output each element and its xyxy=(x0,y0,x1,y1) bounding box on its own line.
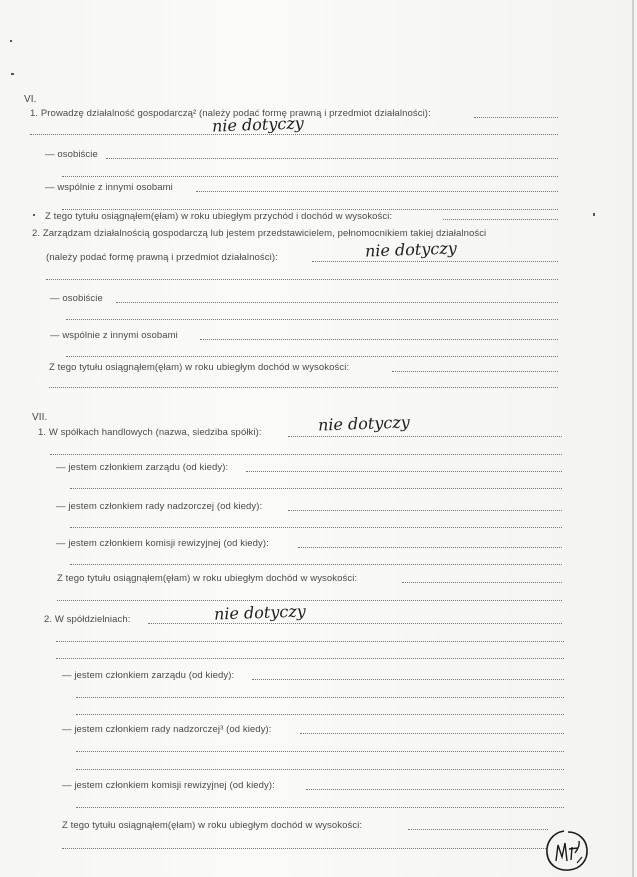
vii-item1-board: — jestem członkiem zarządu (od kiedy): xyxy=(56,462,229,473)
fill-line[interactable] xyxy=(288,510,562,511)
vi-item1-label: 1. Prowadzę działalność gospodarczą² (należy podać formę prawną i przedmiot działalności): xyxy=(30,108,431,119)
fill-line[interactable] xyxy=(76,751,564,752)
fill-line[interactable] xyxy=(116,302,558,303)
fill-line[interactable] xyxy=(66,356,558,357)
vi-item2-joint: — wspólnie z innymi osobami xyxy=(50,330,178,341)
fill-line[interactable] xyxy=(76,769,564,770)
fill-line[interactable] xyxy=(312,261,558,262)
fill-line[interactable] xyxy=(50,454,562,455)
section-vii-heading: VII. xyxy=(32,412,48,423)
fill-line[interactable] xyxy=(76,807,564,808)
vi-item2-label-line2: (należy podać formę prawną i przedmiot działalności): xyxy=(46,252,278,263)
vi-item2-income: Z tego tytułu osiągnąłem(ęłam) w roku ubiegłym dochód w wysokości: xyxy=(49,362,350,373)
fill-line[interactable] xyxy=(30,134,558,135)
fill-line[interactable] xyxy=(76,714,564,715)
vi-item1-answer: nie dotyczy xyxy=(211,113,305,136)
vii-item1-income: Z tego tytułu osiągnąłem(ęłam) w roku ubiegłym dochód w wysokości: xyxy=(57,573,358,584)
vii-item2-board: — jestem członkiem zarządu (od kiedy): xyxy=(62,670,235,681)
fill-line[interactable] xyxy=(62,176,558,177)
scan-speck xyxy=(593,213,595,216)
fill-line[interactable] xyxy=(49,387,558,388)
fill-line[interactable] xyxy=(306,789,564,790)
fill-line[interactable] xyxy=(148,623,562,624)
vi-item1-joint: — wspólnie z innymi osobami xyxy=(45,182,173,193)
signature-initials-icon xyxy=(544,827,590,873)
vi-item2-personal: — osobiście xyxy=(50,293,103,304)
fill-line[interactable] xyxy=(402,582,562,583)
fill-line[interactable] xyxy=(106,158,558,159)
vii-item2-audit: — jestem członkiem komisji rewizyjnej (od kiedy): xyxy=(62,780,275,791)
fill-line[interactable] xyxy=(62,209,558,210)
fill-line[interactable] xyxy=(246,471,562,472)
vi-item1-income: Z tego tytułu osiągnąłem(ęłam) w roku ubiegłym przychód i dochód w wysokości: xyxy=(45,211,393,222)
vii-item1-supervisory: — jestem członkiem rady nadzorczej (od kiedy): xyxy=(56,501,263,512)
fill-line[interactable] xyxy=(70,488,562,489)
fill-line[interactable] xyxy=(196,191,558,192)
fill-line[interactable] xyxy=(70,527,562,528)
fill-line[interactable] xyxy=(300,733,564,734)
scan-speck xyxy=(33,214,35,216)
fill-line[interactable] xyxy=(46,279,558,280)
fill-line[interactable] xyxy=(298,547,562,548)
fill-line[interactable] xyxy=(56,641,564,642)
fill-line[interactable] xyxy=(62,848,546,849)
fill-line[interactable] xyxy=(443,219,558,220)
fill-line[interactable] xyxy=(408,829,548,830)
scan-speck xyxy=(11,73,14,75)
vii-item1-answer: nie dotyczy xyxy=(317,412,411,435)
scan-speck xyxy=(10,40,12,42)
fill-line[interactable] xyxy=(70,564,562,565)
fill-line[interactable] xyxy=(392,371,558,372)
vii-item2-income: Z tego tytułu osiągnąłem(ęłam) w roku ubiegłym dochód w wysokości: xyxy=(62,820,363,831)
fill-line[interactable] xyxy=(252,679,564,680)
vi-item1-personal: — osobiście xyxy=(45,149,98,160)
fill-line[interactable] xyxy=(57,600,562,601)
vi-item2-label-line1: 2. Zarządzam działalnością gospodarczą lub jestem przedstawicielem, pełnomocnikiem takiej działalności xyxy=(32,228,487,239)
fill-line[interactable] xyxy=(76,697,564,698)
vii-item1-audit: — jestem członkiem komisji rewizyjnej (od kiedy): xyxy=(56,538,269,549)
vii-item2-answer: nie dotyczy xyxy=(213,601,307,624)
fill-line[interactable] xyxy=(66,319,558,320)
fill-line[interactable] xyxy=(474,117,558,118)
vii-item2-supervisory: — jestem członkiem rady nadzorczej³ (od kiedy): xyxy=(62,724,272,735)
vii-item2-label: 2. W spółdzielniach: xyxy=(44,614,131,625)
vi-item2-answer: nie dotyczy xyxy=(364,238,458,261)
fill-line[interactable] xyxy=(200,339,558,340)
section-vi-heading: VI. xyxy=(24,94,37,105)
vii-item1-label: 1. W spółkach handlowych (nazwa, siedziba spółki): xyxy=(38,427,262,438)
fill-line[interactable] xyxy=(288,436,562,437)
page-edge xyxy=(632,0,634,877)
fill-line[interactable] xyxy=(56,658,564,659)
